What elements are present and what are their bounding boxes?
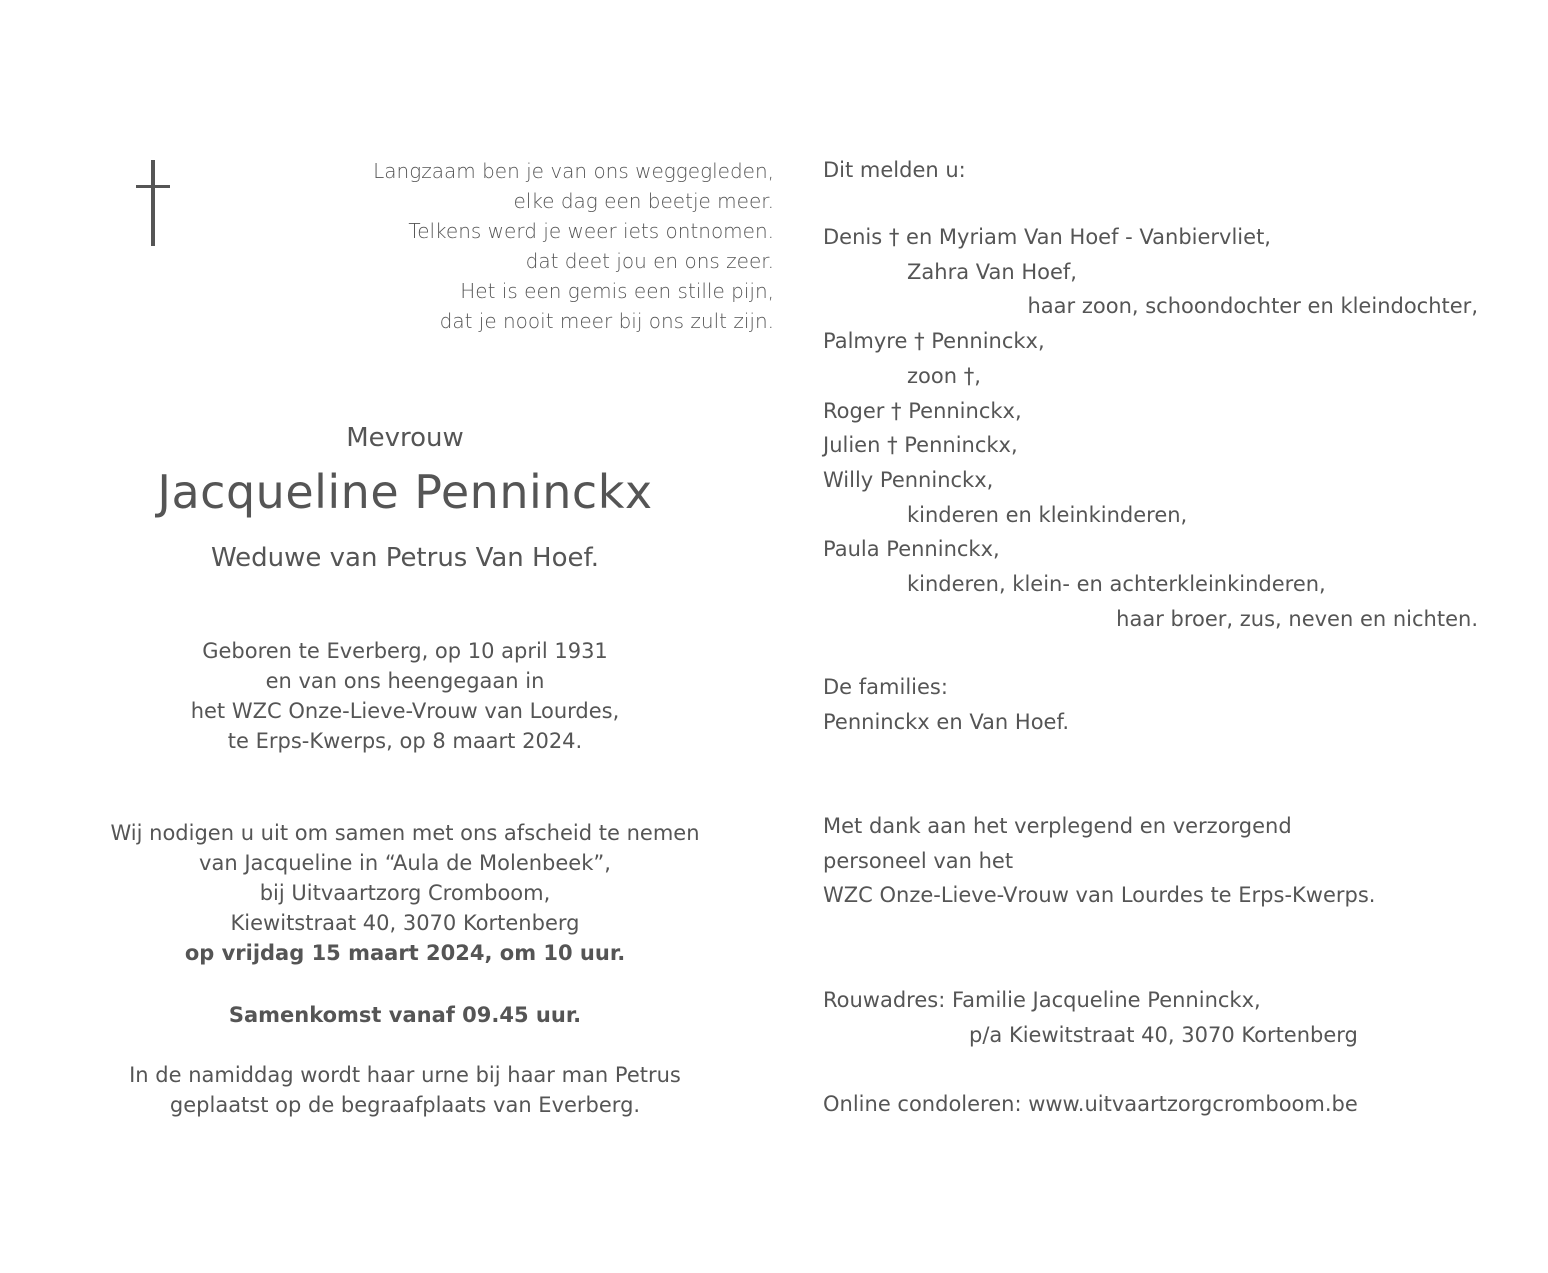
- families-names: Penninckx en Van Hoef.: [823, 709, 1070, 734]
- thanks-line: WZC Onze-Lieve-Vrouw van Lourdes te Erps-Kwerps.: [823, 883, 1376, 908]
- family-line: Paula Penninckx,: [823, 537, 1000, 562]
- poem-line: Langzaam ben je van ons weggegleden,: [373, 159, 774, 183]
- deceased-name: Jacqueline Penninckx: [157, 465, 653, 519]
- birth-death-line: het WZC Onze-Lieve-Vrouw van Lourdes,: [190, 699, 620, 723]
- families-label: De families:: [823, 675, 948, 699]
- birth-death-line: en van ons heengegaan in: [265, 669, 545, 693]
- urn-info: [40, 1060, 770, 1120]
- poem-line: dat je nooit meer bij ons zult zijn.: [439, 309, 774, 333]
- invitation-line: Kiewitstraat 40, 3070 Kortenberg: [230, 911, 580, 935]
- poem-line: dat deet jou en ons zeer.: [525, 249, 774, 273]
- family-line: haar zoon, schoondochter en kleindochter,: [1027, 294, 1478, 319]
- announcement-intro: Dit melden u:: [823, 158, 966, 182]
- invitation-line: Wij nodigen u uit om samen met ons afscheid te nemen: [110, 821, 700, 845]
- family-line: Willy Penninckx,: [823, 467, 994, 492]
- family-line: Zahra Van Hoef,: [907, 259, 1077, 284]
- online-condolence: Online condoleren: www.uitvaartzorgcromboom.be: [823, 1092, 1358, 1116]
- ceremony-datetime: op vrijdag 15 maart 2024, om 10 uur.: [184, 941, 626, 965]
- invitation: [40, 818, 770, 968]
- widow-of: Weduwe van Petrus Van Hoef.: [210, 543, 600, 573]
- cross-vertical-bar: [151, 160, 155, 246]
- invitation-line: bij Uitvaartzorg Cromboom,: [259, 881, 551, 905]
- thanks-line: Met dank aan het verplegend en verzorgend: [823, 814, 1292, 838]
- family-line: kinderen en kleinkinderen,: [907, 502, 1188, 527]
- family-line: zoon †,: [907, 363, 981, 388]
- cross-horizontal-bar: [136, 185, 170, 188]
- family-line: Julien † Penninckx,: [823, 433, 1018, 458]
- families-block: [823, 670, 1503, 739]
- invitation-line: van Jacqueline in “Aula de Molenbeek”,: [199, 851, 611, 875]
- poem-line: elke dag een beetje meer.: [513, 189, 774, 213]
- poem-line: Telkens werd je weer iets ontnomen.: [408, 219, 774, 243]
- cross-icon: [136, 160, 170, 246]
- family-line: Roger † Penninckx,: [823, 398, 1022, 423]
- poem-line: Het is een gemis een stille pijn,: [460, 279, 774, 303]
- mourning-address-line: p/a Kiewitstraat 40, 3070 Kortenberg: [969, 1022, 1358, 1047]
- honorific: Mevrouw: [346, 423, 464, 453]
- family-line: Denis † en Myriam Van Hoef - Vanbiervliet,: [823, 225, 1271, 249]
- family-list: [823, 220, 1503, 636]
- gathering-time: Samenkomst vanaf 09.45 uur.: [228, 1003, 582, 1027]
- family-line: Palmyre † Penninckx,: [823, 329, 1045, 354]
- birth-death-info: [40, 636, 770, 756]
- poem: [300, 156, 774, 336]
- thanks-line: personeel van het: [823, 848, 1014, 873]
- mourning-address-line: Rouwadres: Familie Jacqueline Penninckx,: [823, 988, 1261, 1012]
- urn-line: In de namiddag wordt haar urne bij haar man Petrus: [129, 1063, 681, 1087]
- urn-line: geplaatst op de begraafplaats van Everberg.: [169, 1093, 641, 1117]
- family-line: haar broer, zus, neven en nichten.: [1116, 606, 1478, 631]
- thanks-block: [823, 809, 1503, 913]
- birth-death-line: Geboren te Everberg, op 10 april 1931: [202, 639, 608, 663]
- mourning-address: [823, 983, 1503, 1052]
- family-line: kinderen, klein- en achterkleinkinderen,: [907, 572, 1326, 597]
- birth-death-line: te Erps-Kwerps, op 8 maart 2024.: [227, 729, 583, 753]
